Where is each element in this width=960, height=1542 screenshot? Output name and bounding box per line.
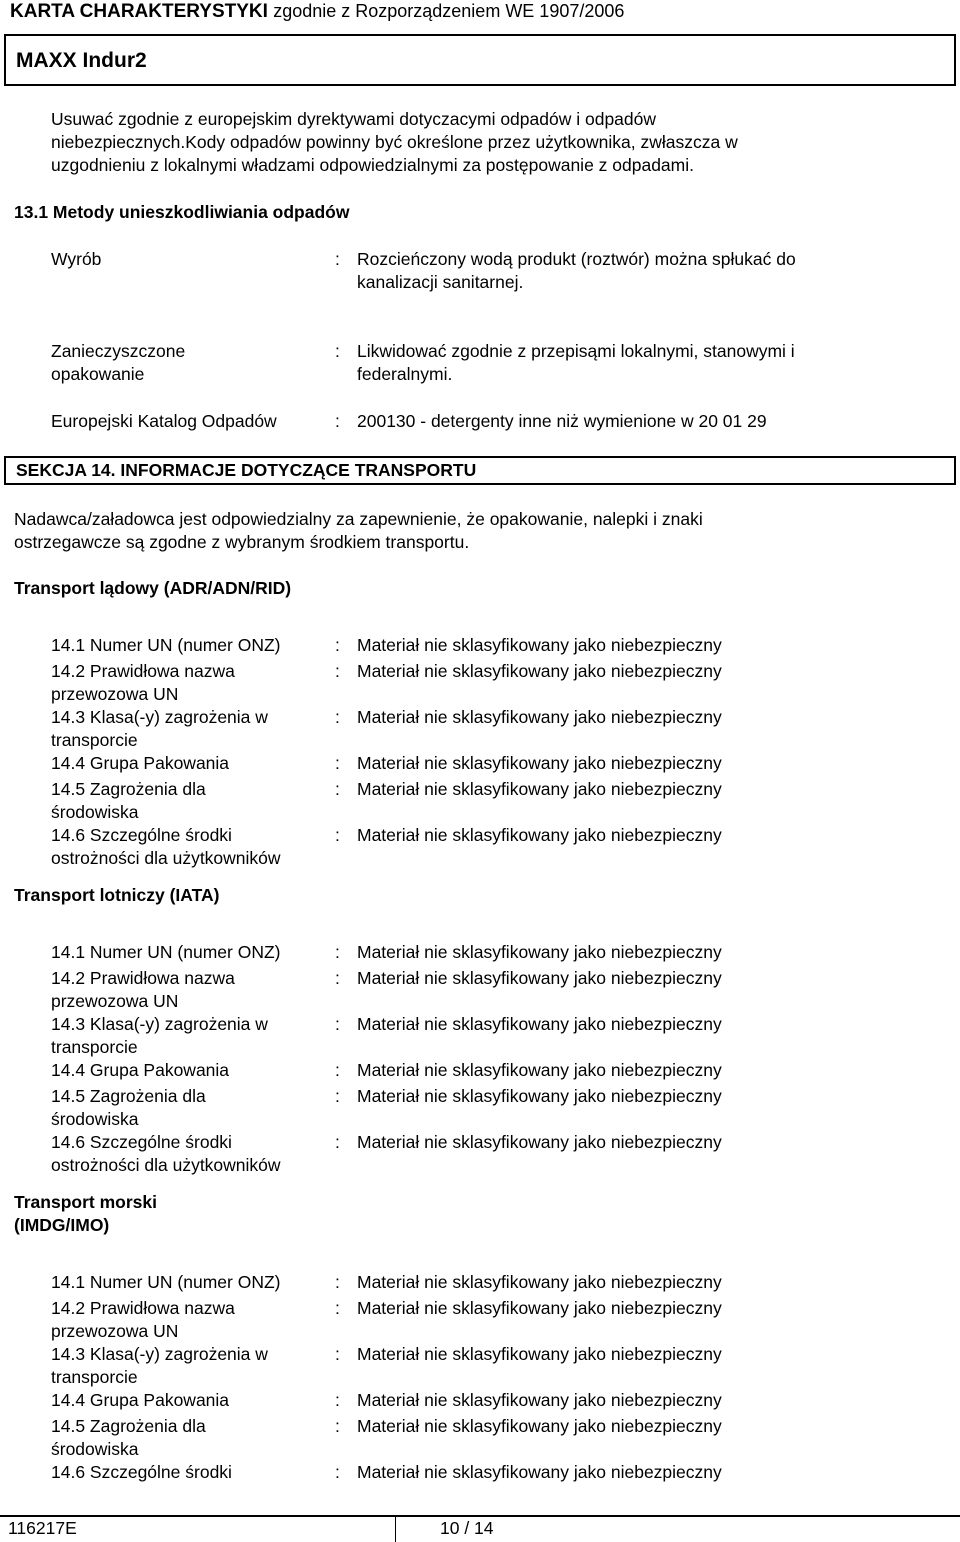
transport-row-label: 14.5 Zagrożenia dla: [51, 1416, 206, 1436]
waste-row-value: Likwidować zgodnie z przepisąmi lokalnymi, stanowymi i: [357, 341, 795, 361]
transport-intro-line: Nadawca/załadowca jest odpowiedzialny za zapewnienie, że opakowanie, nalepki i znaki: [14, 509, 703, 529]
transport-intro-line: ostrzegawcze są zgodne z wybranym środkiem transportu.: [14, 532, 470, 552]
transport-row-value: Materiał nie sklasyfikowany jako niebezpieczny: [357, 1086, 722, 1106]
transport-group-title: Transport morski: [14, 1192, 157, 1212]
transport-row-label: 14.2 Prawidłowa nazwa: [51, 968, 235, 988]
transport-row-label: 14.1 Numer UN (numer ONZ): [51, 942, 281, 962]
section-13-1-heading: 13.1 Metody unieszkodliwiania odpadów: [14, 202, 350, 222]
waste-row-label: Europejski Katalog Odpadów: [51, 411, 277, 431]
row-colon: :: [335, 341, 340, 361]
transport-group-title: Transport lotniczy (IATA): [14, 885, 220, 905]
row-colon: :: [335, 1132, 340, 1152]
transport-row-value: Materiał nie sklasyfikowany jako niebezpieczny: [357, 1132, 722, 1152]
document-title: [10, 1, 624, 23]
transport-row-value: Materiał nie sklasyfikowany jako niebezpieczny: [357, 635, 722, 655]
transport-row-label: 14.5 Zagrożenia dla: [51, 1086, 206, 1106]
transport-row-label: 14.1 Numer UN (numer ONZ): [51, 635, 281, 655]
transport-row-label: ostrożności dla użytkowników: [51, 1155, 281, 1175]
row-colon: :: [335, 1014, 340, 1034]
transport-row-value: Materiał nie sklasyfikowany jako niebezpieczny: [357, 968, 722, 988]
row-colon: :: [335, 249, 340, 269]
document-title-main: KARTA CHARAKTERYSTYKI: [10, 1, 268, 22]
footer-doc-id: 116217E: [8, 1518, 77, 1538]
transport-row-value: Materiał nie sklasyfikowany jako niebezpieczny: [357, 1390, 722, 1410]
transport-row-value: Materiał nie sklasyfikowany jako niebezpieczny: [357, 707, 722, 727]
transport-row-label: środowiska: [51, 1109, 139, 1129]
row-colon: :: [335, 1272, 340, 1292]
waste-row-value: 200130 - detergenty inne niż wymienione w 20 01 29: [357, 411, 767, 431]
disposal-intro-line: Usuwać zgodnie z europejskim dyrektywami dotyczacymi odpadów i odpadów: [51, 109, 657, 129]
row-colon: :: [335, 1462, 340, 1482]
waste-row-label: Wyrób: [51, 249, 102, 269]
transport-row-label: 14.3 Klasa(-y) zagrożenia w: [51, 707, 268, 727]
row-colon: :: [335, 635, 340, 655]
row-colon: :: [335, 753, 340, 773]
waste-row-label: Zanieczyszczone: [51, 341, 186, 361]
waste-row-label: opakowanie: [51, 364, 145, 384]
row-colon: :: [335, 779, 340, 799]
product-name: MAXX Indur2: [16, 49, 147, 72]
transport-row-label: przewozowa UN: [51, 1321, 179, 1341]
footer-rule: [0, 1515, 960, 1517]
disposal-intro-line: niebezpiecznych.Kody odpadów powinny być określone przez użytkownika, zwłaszcza w: [51, 132, 738, 152]
transport-row-label: 14.3 Klasa(-y) zagrożenia w: [51, 1014, 268, 1034]
transport-row-label: 14.3 Klasa(-y) zagrożenia w: [51, 1344, 268, 1364]
transport-row-label: 14.2 Prawidłowa nazwa: [51, 661, 235, 681]
transport-row-value: Materiał nie sklasyfikowany jako niebezpieczny: [357, 1060, 722, 1080]
transport-row-label: 14.6 Szczególne środki: [51, 825, 232, 845]
document-title-regulation: zgodnie z Rozporządzeniem WE 1907/2006: [273, 1, 625, 21]
row-colon: :: [335, 1416, 340, 1436]
transport-row-value: Materiał nie sklasyfikowany jako niebezpieczny: [357, 1416, 722, 1436]
row-colon: :: [335, 1086, 340, 1106]
transport-row-label: 14.6 Szczególne środki: [51, 1462, 232, 1482]
row-colon: :: [335, 707, 340, 727]
row-colon: :: [335, 1344, 340, 1364]
transport-row-label: 14.4 Grupa Pakowania: [51, 753, 230, 773]
transport-row-label: 14.2 Prawidłowa nazwa: [51, 1298, 235, 1318]
transport-row-label: 14.4 Grupa Pakowania: [51, 1060, 230, 1080]
row-colon: :: [335, 825, 340, 845]
transport-row-value: Materiał nie sklasyfikowany jako niebezpieczny: [357, 942, 722, 962]
transport-group-title: (IMDG/IMO): [14, 1215, 110, 1235]
waste-row-value: kanalizacji sanitarnej.: [357, 272, 524, 292]
transport-row-value: Materiał nie sklasyfikowany jako niebezpieczny: [357, 661, 722, 681]
transport-row-label: 14.1 Numer UN (numer ONZ): [51, 1272, 281, 1292]
transport-group-title: Transport lądowy (ADR/ADN/RID): [14, 578, 292, 598]
row-colon: :: [335, 1390, 340, 1410]
row-colon: :: [335, 968, 340, 988]
transport-row-label: transporcie: [51, 1037, 138, 1057]
footer-page-number: 10 / 14: [440, 1518, 494, 1538]
product-name-box: [4, 34, 956, 86]
row-colon: :: [335, 661, 340, 681]
section-14-title: SEKCJA 14. INFORMACJE DOTYCZĄCE TRANSPORTU: [16, 460, 477, 480]
transport-row-value: Materiał nie sklasyfikowany jako niebezpieczny: [357, 779, 722, 799]
transport-row-label: transporcie: [51, 1367, 138, 1387]
row-colon: :: [335, 411, 340, 431]
disposal-intro-line: uzgodnieniu z lokalnymi władzami odpowiedzialnymi za postępowanie z odpadami.: [51, 155, 694, 175]
waste-row-value: Rozcieńczony wodą produkt (roztwór) można spłukać do: [357, 249, 796, 269]
waste-row-value: federalnymi.: [357, 364, 453, 384]
transport-row-value: Materiał nie sklasyfikowany jako niebezpieczny: [357, 753, 722, 773]
transport-row-label: środowiska: [51, 802, 139, 822]
footer-divider: [395, 1517, 396, 1542]
transport-row-label: 14.6 Szczególne środki: [51, 1132, 232, 1152]
transport-row-label: środowiska: [51, 1439, 139, 1459]
transport-row-label: transporcie: [51, 730, 138, 750]
transport-row-label: ostrożności dla użytkowników: [51, 848, 281, 868]
row-colon: :: [335, 1060, 340, 1080]
transport-row-label: przewozowa UN: [51, 684, 179, 704]
transport-row-label: 14.4 Grupa Pakowania: [51, 1390, 230, 1410]
transport-row-label: przewozowa UN: [51, 991, 179, 1011]
row-colon: :: [335, 942, 340, 962]
transport-row-label: 14.5 Zagrożenia dla: [51, 779, 206, 799]
transport-row-value: Materiał nie sklasyfikowany jako niebezpieczny: [357, 1462, 722, 1482]
transport-row-value: Materiał nie sklasyfikowany jako niebezpieczny: [357, 1298, 722, 1318]
transport-row-value: Materiał nie sklasyfikowany jako niebezpieczny: [357, 1344, 722, 1364]
transport-row-value: Materiał nie sklasyfikowany jako niebezpieczny: [357, 825, 722, 845]
transport-row-value: Materiał nie sklasyfikowany jako niebezpieczny: [357, 1014, 722, 1034]
section-14-header-box: [4, 456, 956, 485]
row-colon: :: [335, 1298, 340, 1318]
transport-row-value: Materiał nie sklasyfikowany jako niebezpieczny: [357, 1272, 722, 1292]
